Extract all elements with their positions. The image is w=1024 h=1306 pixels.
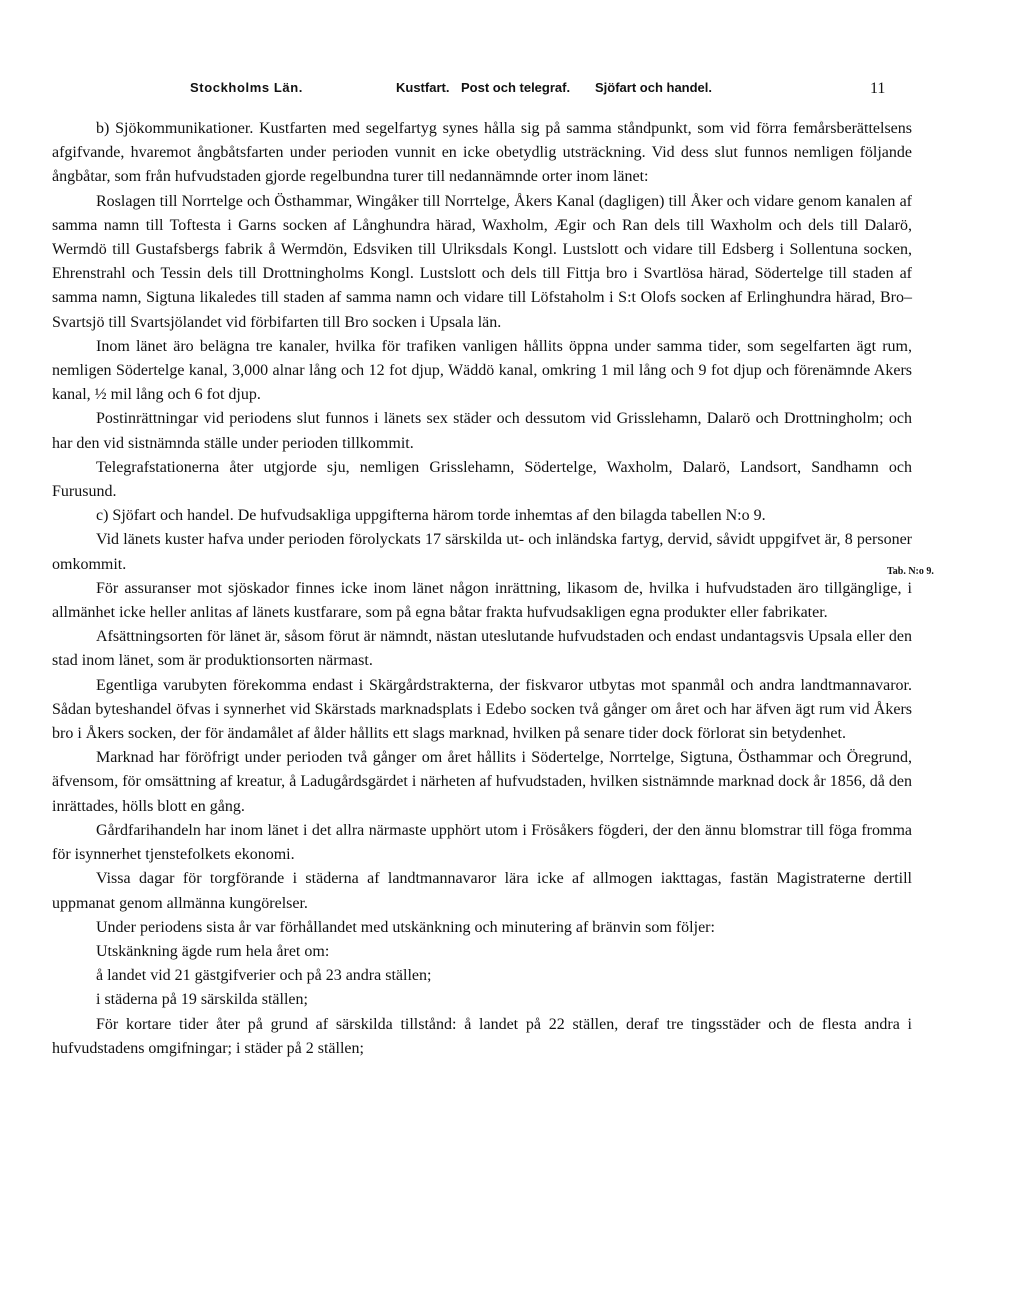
paragraph-temporary-licences: För kortare tider åter på grund af särskilda tillstånd: å landet på 22 ställen, deraf tre tingsstäder och de flesta andra i hufvudstadens omgifningar; i städer på 2 ställen; (52, 1015, 912, 1057)
list-line: Utskänkning ägde rum hela året om: (96, 942, 330, 960)
page-number: 11 (870, 80, 886, 97)
paragraph-post-offices: Postinrättningar vid periodens slut funnos i länets sex städer och dessutom vid Grisslehamn, Dalarö och Drottningholm; och har den vid sistnämnda ställe under perioden tillkommit. (52, 410, 912, 452)
paragraph-market-days: Vissa dagar för torgförande i städerna af landtmannavaror lära icke af allmogen iakttagas, fastän Magistraterne dertill uppmanat genom allmänna kungörelser. (52, 870, 912, 912)
paragraph-canals: Inom länet äro belägna tre kanaler, hvilka för trafiken vanligen hållits öppna under samma tider, som segelfarten ägt rum, nemligen Södertelge kanal, 3,000 alnar lång och 12 fot djup, Wäddö kanal, omkring 1 mil lång och 9 fot djup och förenämnde Akers kanal, ½ mil lång och 6 fot djup. (52, 337, 912, 404)
header-post-telegraph: Post och telegraf. (461, 80, 571, 95)
margin-note-table-ref: Tab. N:o 9. (887, 566, 934, 577)
body-text (52, 117, 912, 1061)
paragraph-telegraph-stations: Telegrafstationerna åter utgjorde sju, nemligen Grisslehamn, Södertelge, Waxholm, Dalarö, Landsort, Sandhamn och Furusund. (52, 458, 912, 501)
paragraph-steamboat-routes: Roslagen till Norrtelge och Östhammar, Wingåker till Norrtelge, Åkers Kanal (dagligen) till Åker och vidare genom kanalen af samma namn till Toftesta i Garns socken af Långhundra härad, Waxholm, Ægir och Ran dels till Waxholm och dels till Dalarö, Wermdö till Gustafsbergs fabrik å Wermdön, Edsviken till Ulriksdals Kongl. Lustslott och vidare till Edsberg i Sollentuna socken, Ehrenstrahl och Tessin dels till Drottningholms Kongl. Lustslott och dels till Fittja bro i Svartlösa härad, Södertelge till staden af samma namn, Sigtuna likaledes till staden af samma namn och vidare till Löfstaholm i S:t Olofs socken af Erlinghundra härad, Bro–Svartsjö till Svartsjölandet vid förbifarten till Bro socken i Upsala län. (52, 192, 912, 331)
paragraph-sales-market: Afsättningsorten för länet är, såsom förut är nämndt, nästan uteslutande hufvudstaden och endast undantagsvis Upsala eller den stad inom länet, som är produktionsorten närmast. (52, 628, 912, 670)
header-coast-shipping: Kustfart. (396, 80, 450, 95)
list-line: å landet vid 21 gästgifverier och på 23 andra ställen; (96, 967, 432, 985)
paragraph-insurance: För assuranser mot sjöskador finnes icke inom länet någon inrättning, likasom de, hvilka i hufvudstaden äro tillgänglige, i allmänhet icke heller anlitas af länets kustfarare, som på egna båtar frakta hufvudsakligen egna produkter eller fabrikater. (52, 579, 912, 622)
paragraph-peddling: Gårdfarihandeln har inom länet i det allra närmaste upphört utom i Frösåkers fögderi, der den ännu blomstrar till föga fromma för isynnerhet tjenstefolkets ekonomi. (52, 821, 912, 864)
header-shipping-trade: Sjöfart och handel. (595, 80, 713, 95)
running-header (0, 80, 1024, 102)
list-line: i städerna på 19 särskilda ställen; (96, 991, 308, 1009)
paragraph-barter-trade: Egentliga varubyten förekomma endast i Skärgårdstrakterna, der fiskvaror utbytas mot spanmål och andra landtmannavaror. Sådan byteshandel öfvas i synnerhet vid Skärstads marknadsplats i Edebo socken två gånger om året och har äfven ägt rum vid Åkers bro i Åkers socken, der för ändamålet af ålder hållits ett slags marknad, hvilken på senare tider dock förlorat sin betydenhet. (52, 676, 912, 743)
paragraph-liquor-intro: Under periodens sista år var förhållandet med utskänkning och minutering af bränvin som följer: (96, 918, 715, 936)
paragraph-markets: Marknad har föröfrigt under perioden två gånger om året hållits i Södertelge, Norrtelge, Sigtuna, Östhammar och Öregrund, äfvensom, för omsättning af kreatur, å Ladugårdsgärdet i närheten af hufvudstaden, hvilken sistnämnde marknad dock år 1856, då den inrättades, hölls blott en gång. (52, 749, 912, 815)
paragraph-shipwrecks: Vid länets kuster hafva under perioden förolyckats 17 särskilda ut- och inländska fartyg, dervid, såvidt uppgifvet är, 8 personer omkommit. (52, 531, 912, 573)
paragraph-sea-communications: b) Sjökommunikationer. Kustfarten med segelfartyg synes hålla sig på samma ståndpunkt, som vid förra femårsberättelsens afgifvande, hvaremot ångbåtsfarten under perioden vunnit en icke obetydlig utsträckning. Vid dess slut funnos nemligen följande ångbåtar, som från hufvudstaden gjorde regelbundna turer till nedannämnde orter inom länet: (52, 120, 912, 186)
header-county: Stockholms Län. (190, 80, 304, 95)
paragraph-shipping-trade: c) Sjöfart och handel. De hufvudsakliga uppgifterna härom torde inhemtas af den bilagda tabellen N:o 9. (96, 507, 766, 525)
